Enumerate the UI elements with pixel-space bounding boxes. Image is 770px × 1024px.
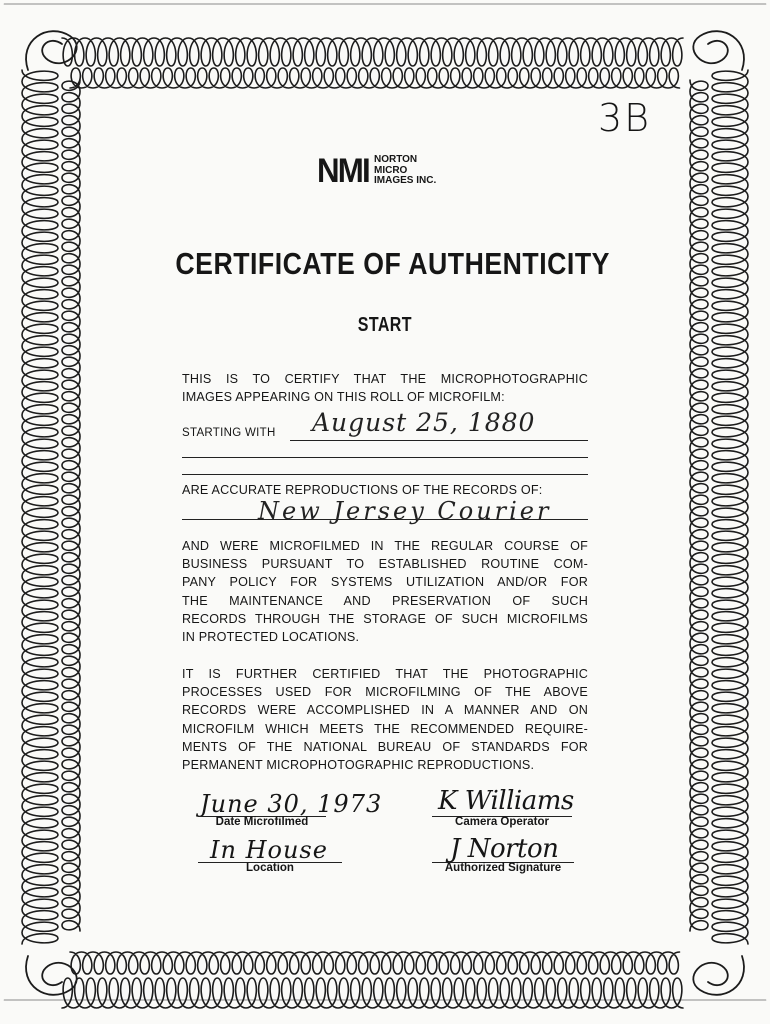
paragraph-1 <box>182 537 588 646</box>
intro-line: IMAGES APPEARING ON THIS ROLL OF MICROFILM: <box>182 390 505 405</box>
start-label: START <box>357 314 413 336</box>
location-value: In House <box>210 836 328 864</box>
camera-operator-signature: K Williams <box>438 786 574 816</box>
paragraph-line: PROCESSES USED FOR MICROFILMING OF THE ABOVE <box>182 685 588 700</box>
paragraph-line: MICROFILM WHICH MEETS THE RECOMMENDED REQUIRE- <box>182 721 588 736</box>
paragraph-line: RECORDS WERE ACCOMPLISHED IN A MANNER AND ON <box>182 703 588 718</box>
records-of-rule <box>182 519 588 520</box>
paragraph-line: BUSINESS PURSUANT TO ESTABLISHED ROUTINE COM- <box>182 557 588 572</box>
authorized-signature: J Norton <box>450 834 559 864</box>
logo-text <box>374 155 436 187</box>
authorized-signature-label: Authorized Signature <box>444 862 562 874</box>
starting-with-rule <box>290 440 588 441</box>
date-microfilmed-label: Date Microfilmed <box>215 816 309 828</box>
certificate-title: CERTIFICATE OF AUTHENTICITY <box>175 246 610 281</box>
intro-line: THIS IS TO CERTIFY THAT THE MICROPHOTOGRAPHIC <box>182 372 588 386</box>
date-microfilmed-value: June 30, 1973 <box>200 790 383 818</box>
paragraph-line: PERMANENT MICROPHOTOGRAPHIC REPRODUCTIONS. <box>182 757 535 772</box>
location-label: Location <box>246 862 294 874</box>
paragraph-line: THE MAINTENANCE AND PRESERVATION OF SUCH <box>182 593 588 608</box>
paragraph-line: IN PROTECTED LOCATIONS. <box>182 629 360 644</box>
blank-rule-2 <box>182 474 588 475</box>
logo-line-2: MICRO <box>374 164 408 176</box>
intro-text <box>182 370 588 406</box>
paragraph-2 <box>182 665 588 774</box>
camera-operator-label: Camera Operator <box>455 816 549 828</box>
records-of-label: ARE ACCURATE REPRODUCTIONS OF THE RECORDS OF: <box>182 483 543 497</box>
logo-line-3: IMAGES INC. <box>374 175 437 186</box>
paragraph-line: MENTS OF THE NATIONAL BUREAU OF STANDARDS FOR <box>182 739 588 754</box>
page-number: 3B <box>598 96 652 140</box>
records-of-value: New Jersey Courier <box>258 497 552 525</box>
logo-line-1: NORTON <box>374 154 418 165</box>
starting-with-label: STARTING WITH <box>182 427 276 439</box>
logo-mark: NMI <box>317 152 369 190</box>
starting-with-value: August 25, 1880 <box>312 408 536 437</box>
blank-rule-1 <box>182 457 588 458</box>
paragraph-line: RECORDS THROUGH THE STORAGE OF SUCH MICROFILMS <box>182 611 588 626</box>
paragraph-line: PANY POLICY FOR SYSTEMS UTILIZATION AND/OR FOR <box>182 575 588 590</box>
paragraph-line: AND WERE MICROFILMED IN THE REGULAR COURSE OF <box>182 539 588 553</box>
paragraph-line: IT IS FURTHER CERTIFIED THAT THE PHOTOGRAPHIC <box>182 667 588 681</box>
